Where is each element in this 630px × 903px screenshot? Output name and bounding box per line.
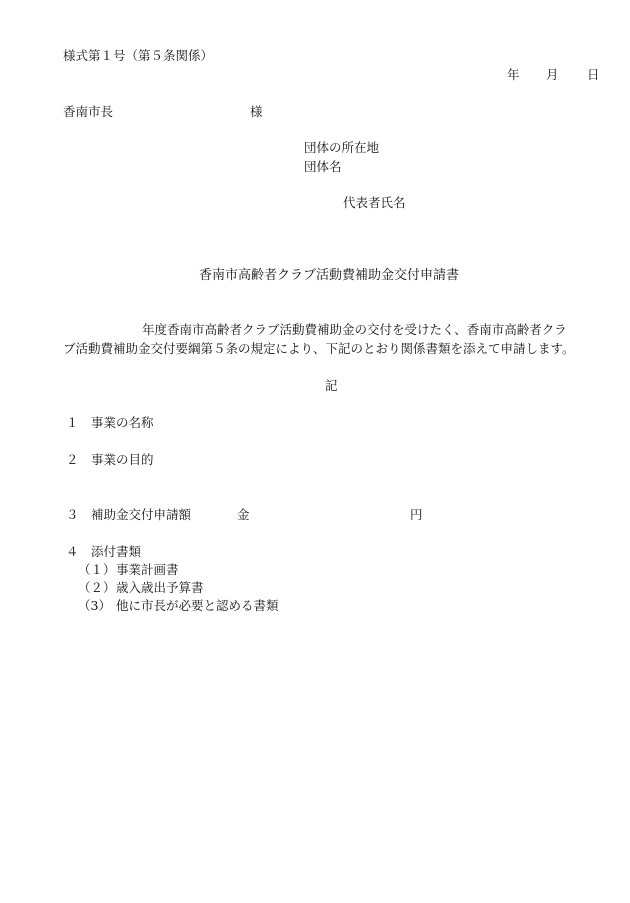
body-line-2: ブ活動費補助金交付要綱第５条の規定により、下記のとおり関係書類を添えて申請します。 bbox=[63, 341, 575, 356]
attachment-2-label: 歳入歳出予算書 bbox=[116, 580, 204, 595]
item-1-label: 事業の名称 bbox=[91, 415, 154, 430]
attachment-3-label: 他に市長が必要と認める書類 bbox=[116, 598, 279, 613]
item-4-number: ４ bbox=[66, 544, 79, 559]
attachment-1-number: （１） bbox=[78, 562, 116, 577]
item-3-number: ３ bbox=[66, 507, 79, 522]
org-name-label: 団体名 bbox=[304, 159, 342, 174]
body-line-1: 年度香南市高齢者クラブ活動費補助金の交付を受けたく、香南市高齢者クラ bbox=[142, 322, 567, 337]
ki-heading: 記 bbox=[325, 378, 338, 393]
representative-label: 代表者氏名 bbox=[343, 195, 406, 210]
date-day-label: 日 bbox=[587, 67, 600, 82]
date-year-label: 年 bbox=[507, 67, 520, 82]
form-number: 様式第１号（第５条関係） bbox=[63, 48, 214, 63]
attachment-2-number: （２） bbox=[78, 580, 116, 595]
item-2-number: ２ bbox=[66, 452, 79, 467]
attachment-3-number: （3） bbox=[78, 598, 111, 613]
item-3-label: 補助金交付申請額 bbox=[91, 507, 192, 522]
addressee-name: 香南市長 bbox=[63, 104, 114, 119]
attachment-1-label: 事業計画書 bbox=[116, 562, 179, 577]
address-label: 団体の所在地 bbox=[304, 140, 380, 155]
item-2-label: 事業の目的 bbox=[91, 452, 154, 467]
item-4-label: 添付書類 bbox=[91, 544, 142, 559]
date-month-label: 月 bbox=[546, 67, 559, 82]
item-3-kin: 金 bbox=[237, 507, 250, 522]
document-title: 香南市高齢者クラブ活動費補助金交付申請書 bbox=[199, 268, 460, 283]
addressee-honorific: 様 bbox=[250, 104, 263, 119]
item-1-number: １ bbox=[66, 415, 79, 430]
item-3-yen: 円 bbox=[410, 507, 423, 522]
